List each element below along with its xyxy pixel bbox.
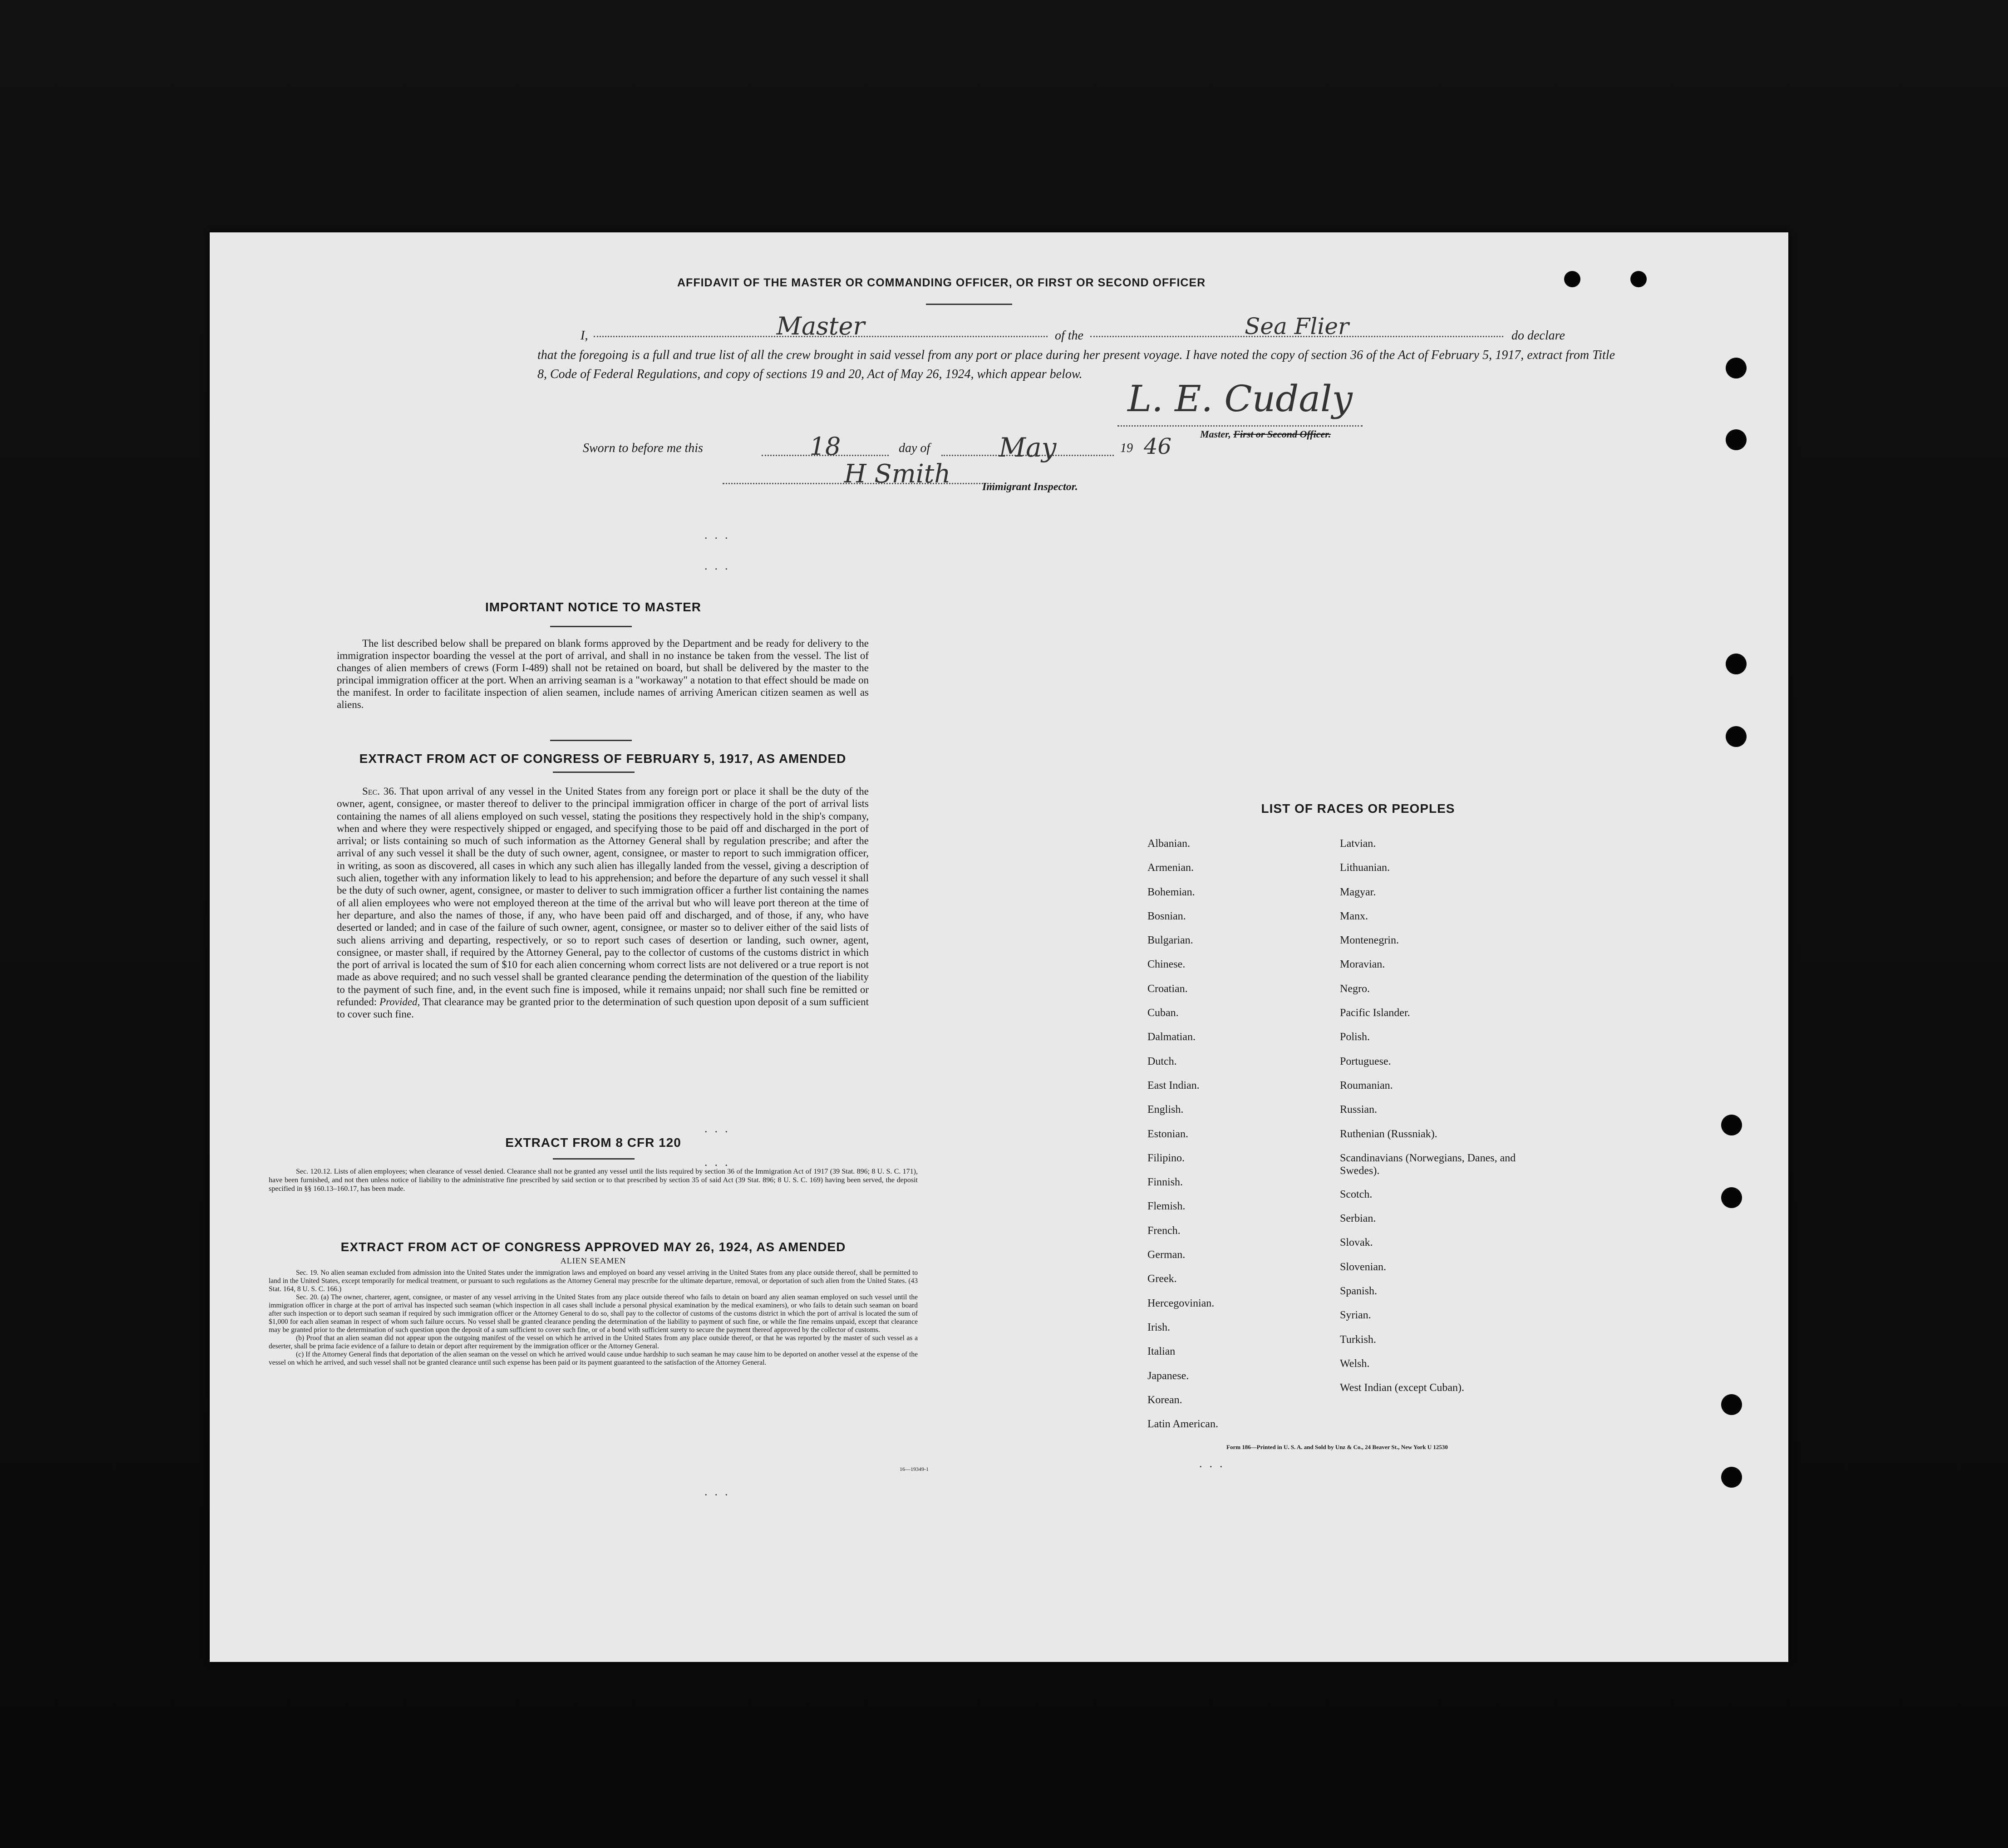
binding-hole — [1721, 1115, 1742, 1135]
section-rule — [550, 740, 632, 741]
handwritten-vessel-name: Sea Flier — [1245, 313, 1349, 339]
extract-8cfr-title: EXTRACT FROM 8 CFR 120 — [505, 1135, 681, 1150]
race-item: Polish. — [1340, 1031, 1370, 1043]
extract-1917-body — [337, 785, 869, 1021]
notice-rule — [550, 626, 632, 627]
binding-hole — [1726, 358, 1747, 378]
race-item: Finnish. — [1147, 1176, 1183, 1189]
notice-body: The list described below shall be prepared on blank forms approved by the Department and be ready for delivery to the immigration inspector boarding the vessel at the port of arrival, and shall in no instance be taken from the vessel. The list of changes of alien members of crews (Form I-489) shall not be retained on board, but shall be delivered by the master to the principal immigration officer at the port. When an arriving seaman is a "workaway" a notation to that effect should be made on the manifest. In order to facilitate inspection of alien seamen, include names of arriving American citizen seamen as well as aliens. — [337, 638, 869, 710]
master-signature: L. E. Cudaly — [1127, 378, 1353, 420]
race-item: Latvian. — [1340, 838, 1376, 850]
race-item: Manx. — [1340, 910, 1368, 922]
race-item: Welsh. — [1340, 1357, 1370, 1370]
binding-hole — [1726, 726, 1747, 747]
race-item: Greek. — [1147, 1273, 1177, 1285]
year-printed: 19 — [1120, 441, 1133, 455]
race-item: Scotch. — [1340, 1188, 1373, 1200]
race-item: East Indian. — [1147, 1079, 1200, 1091]
title-rule — [926, 304, 1012, 305]
affidavit-i-label: I, — [581, 329, 588, 343]
binding-hole — [1564, 271, 1580, 287]
race-item: West Indian (except Cuban). — [1340, 1382, 1464, 1394]
race-item: Japanese. — [1147, 1370, 1189, 1382]
binding-hole — [1630, 271, 1647, 287]
race-item: Scandinavians (Norwegians, Danes, and Swedes). — [1340, 1152, 1516, 1177]
race-item: Turkish. — [1340, 1333, 1376, 1346]
race-item: Italian — [1147, 1346, 1176, 1358]
printer-note: Form 186—Printed in U. S. A. and Sold by Unz & Co., 24 Beaver St., New York U 12530 — [1226, 1444, 1448, 1450]
extract-8cfr-rule — [553, 1158, 635, 1160]
sworn-label: Sworn to before me this — [583, 441, 703, 455]
race-item: Hercegovinian. — [1147, 1297, 1215, 1309]
ellipsis-mark: ... — [704, 1122, 735, 1135]
section-20b-text: (b) Proof that an alien seaman did not appear upon the outgoing manifest of the vessel on which he arrived in the United States from any place outside thereof, or that he was reported by the master of such vessel as a deserter, shall be prima facie evidence of a failure to detain or deport after requirement by the immigration officer or the Attorney General. — [269, 1334, 918, 1350]
race-item: Chinese. — [1147, 958, 1186, 971]
proviso-text: That clearance may be granted prior to the determination of such question upon deposit of a sum sufficient to cover such fine. — [337, 996, 869, 1020]
race-item: Bosnian. — [1147, 910, 1186, 922]
races-column-2 — [1340, 837, 1549, 1406]
race-item: Irish. — [1147, 1321, 1170, 1333]
extract-1924-body — [269, 1269, 918, 1367]
section-20c-text: (c) If the Attorney General finds that deportation of the alien seaman on the vessel on which he arrived would cause undue hardship to such seaman he may cause him to be deported on another vessel at the expense of the vessel on which he arrived, and such vessel shall not be granted clearance until such expense has been paid or its payment guaranteed to the satisfaction of the Attorney General. — [269, 1351, 918, 1366]
do-declare-label: do declare — [1511, 329, 1565, 343]
race-item: French. — [1147, 1224, 1181, 1237]
ellipsis-mark: ... — [704, 559, 735, 572]
form-number: 16—19349-1 — [900, 1466, 929, 1472]
race-item: Slovak. — [1340, 1237, 1373, 1249]
signature-label-master: Master, — [1200, 428, 1231, 440]
race-item: German. — [1147, 1249, 1186, 1261]
extract-1917-rule — [553, 772, 635, 773]
extract-1924-title: EXTRACT FROM ACT OF CONGRESS APPROVED MAY 26, 1924, AS AMENDED — [340, 1240, 846, 1254]
binding-hole — [1721, 1467, 1742, 1488]
section-19-text: Sec. 19. No alien seaman excluded from admission into the United States under the immigration laws and employed on board any vessel arriving in the United States from any place outside thereof, shall be permitted to land in the United States, except temporarily for medical treatment, or pursuant to such regulations as the Attorney General may prescribe for the ultimate departure, removal, or deportation of such alien from the United States. (43 Stat. 164, 8 U. S. C. 166.) — [269, 1269, 918, 1293]
race-item: Spanish. — [1340, 1285, 1378, 1298]
race-item: Filipino. — [1147, 1152, 1185, 1164]
extract-1917-title: EXTRACT FROM ACT OF CONGRESS OF FEBRUARY 5, 1917, AS AMENDED — [359, 752, 847, 766]
race-item: Dutch. — [1147, 1055, 1177, 1067]
handwritten-month: May — [999, 432, 1057, 463]
section-36-text: That upon arrival of any vessel in the United States from any foreign port or place it shall be the duty of the owner, agent, consignee, or master thereof to deliver to the principal immigration officer in charge of the port of arrival lists containing the names of all aliens employed on such vessel, stating the positions they respectively hold in the ship's company, when and where they were respectively shipped or engaged, and specifying those to be paid off and discharged in the port of arrival; or lists containing so much of such information as the Attorney General shall by regulation prescribe; and after the arrival of any such vessel it shall be the duty of such owner, agent, consignee, or master to report to such immigration officer, in writing, as soon as discovered, all cases in which any such alien has illegally landed from the vessel, giving a description of such alien, together with any information likely to lead to his apprehension; and before the departure of any such vessel it shall be the duty of such owner, agent, consignee, or master to deliver to such immigration officer a further list containing the names of all alien employees who were not employed thereon at the time of the arrival but who will leave port thereon at the time of her departure, and also the names of those, if any, who have been paid off and discharged, and of those, if any, who have deserted or landed; and in case of the failure of such owner, agent, consignee, or master so to deliver either of the said lists of such aliens arriving and departing, respectively, or so to report such cases of desertion or landing, such owner, agent, consignee, or master shall, if required by the Attorney General, pay to the collector of customs of the customs district in which the port of arrival is located the sum of $10 for each alien concerning whom correct lists are not delivered or a true report is not made as above required; and no such vessel shall be granted clearance pending the determination of the question of the liability to the payment of such fine, and, in the event such fine is imposed, while it remains unpaid; nor shall such fine be remitted or refunded: — [337, 786, 869, 1008]
race-item: Negro. — [1340, 983, 1370, 995]
race-item: Albanian. — [1147, 838, 1190, 850]
race-item: Syrian. — [1340, 1309, 1371, 1322]
race-item: Cuban. — [1147, 1007, 1179, 1019]
race-item: Bulgarian. — [1147, 934, 1193, 947]
document-page — [210, 232, 1788, 1662]
race-item: Slovenian. — [1340, 1261, 1386, 1273]
race-item: Korean. — [1147, 1394, 1182, 1406]
inspector-signature: H Smith — [844, 459, 951, 489]
race-item: Armenian. — [1147, 862, 1194, 874]
race-item: Latin American. — [1147, 1418, 1218, 1430]
ellipsis-mark: ... — [1199, 1457, 1230, 1470]
ellipsis-mark: ... — [704, 1485, 735, 1498]
binding-hole — [1726, 654, 1747, 674]
handwritten-title: Master — [776, 312, 865, 340]
signature-label — [1200, 428, 1331, 440]
notice-title: IMPORTANT NOTICE TO MASTER — [485, 600, 702, 614]
handwritten-day: 18 — [809, 432, 841, 461]
of-the-label: of the — [1055, 329, 1083, 343]
race-item: Magyar. — [1340, 886, 1376, 898]
race-item: Dalmatian. — [1147, 1031, 1196, 1043]
race-item: Roumanian. — [1340, 1079, 1393, 1091]
race-item: Croatian. — [1147, 983, 1188, 995]
ellipsis-mark: ... — [704, 1155, 735, 1169]
race-item: Pacific Islander. — [1340, 1007, 1410, 1019]
races-column-1 — [1147, 837, 1297, 1442]
affidavit-body: that the foregoing is a full and true list of all the crew brought in said vessel from any port or place during her present voyage. I have noted the copy of section 36 of the Act of February 5, 1917, extract from Title 8, Code of Federal Regulations, and copy of sections 19 and 20, Act of May 26, 1924, which appear below. — [537, 348, 1615, 381]
binding-hole — [1721, 1394, 1742, 1415]
section-36-label: Sec. 36. — [362, 786, 397, 797]
race-item: Ruthenian (Russniak). — [1340, 1128, 1437, 1140]
race-item: Flemish. — [1147, 1200, 1186, 1213]
signature-label-struck: First or Second Officer. — [1233, 428, 1331, 440]
signature-line — [1117, 425, 1363, 427]
inspector-label: Immigrant Inspector. — [982, 481, 1078, 493]
race-item: Moravian. — [1340, 958, 1385, 971]
race-item: Montenegrin. — [1340, 934, 1399, 947]
handwritten-year: 46 — [1144, 434, 1172, 459]
race-item: Serbian. — [1340, 1213, 1376, 1225]
race-item: Russian. — [1340, 1104, 1378, 1116]
races-title: LIST OF RACES OR PEOPLES — [1261, 801, 1455, 816]
race-item: English. — [1147, 1104, 1184, 1116]
race-item: Portuguese. — [1340, 1055, 1391, 1067]
race-item: Lithuanian. — [1340, 862, 1390, 874]
alien-seamen-subtitle: ALIEN SEAMEN — [560, 1256, 626, 1265]
day-of-label: day of — [899, 441, 930, 455]
ellipsis-mark: ... — [704, 528, 735, 541]
binding-hole — [1726, 429, 1747, 450]
extract-8cfr-body: Sec. 120.12. Lists of alien employees; when clearance of vessel denied. Clearance shall not be granted any vessel until the lists required by section 36 of the Immigration Act of 1917 (39 Stat. 896; 8 U. S. C. 171), have been furnished, and not then unless notice of liability to the administrative fine prescribed by said section or to that prescribed by section 35 of said Act (39 Stat. 896; 8 U. S. C. 169) having been served, the deposit specified in §§ 160.13–160.17, has been made. — [269, 1168, 918, 1193]
affidavit-title: AFFIDAVIT OF THE MASTER OR COMMANDING OFFICER, OR FIRST OR SECOND OFFICER — [677, 276, 1206, 289]
section-20a-text: Sec. 20. (a) The owner, charterer, agent, consignee, or master of any vessel arriving in the United States from any place outside thereof who fails to detain on board any alien seaman employed on such vessel until the immigration officer in charge at the port of arrival has inspected such seaman (which inspection in all cases shall include a personal physical examination by the medical examiners), or who fails to detain such seaman on board after such inspection or to deport such seaman if required by such immigration officer or the Attorney General to do so, shall pay to the collector of customs of the customs district in which the port of arrival is located the sum of $1,000 for each alien seaman in respect of whom such failure occurs. No vessel shall be granted clearance pending the determination of the liability to payment of such fine, or while the fine remains unpaid, except that clearance may be granted prior to the determination of such question upon the deposit of a sum sufficient to cover such fine, or of a bond with sufficient surety to secure the payment thereof approved by the collector of customs. — [269, 1293, 918, 1334]
race-item: Estonian. — [1147, 1128, 1188, 1140]
proviso-label: Provided, — [379, 996, 420, 1008]
binding-hole — [1721, 1187, 1742, 1208]
race-item: Bohemian. — [1147, 886, 1195, 898]
